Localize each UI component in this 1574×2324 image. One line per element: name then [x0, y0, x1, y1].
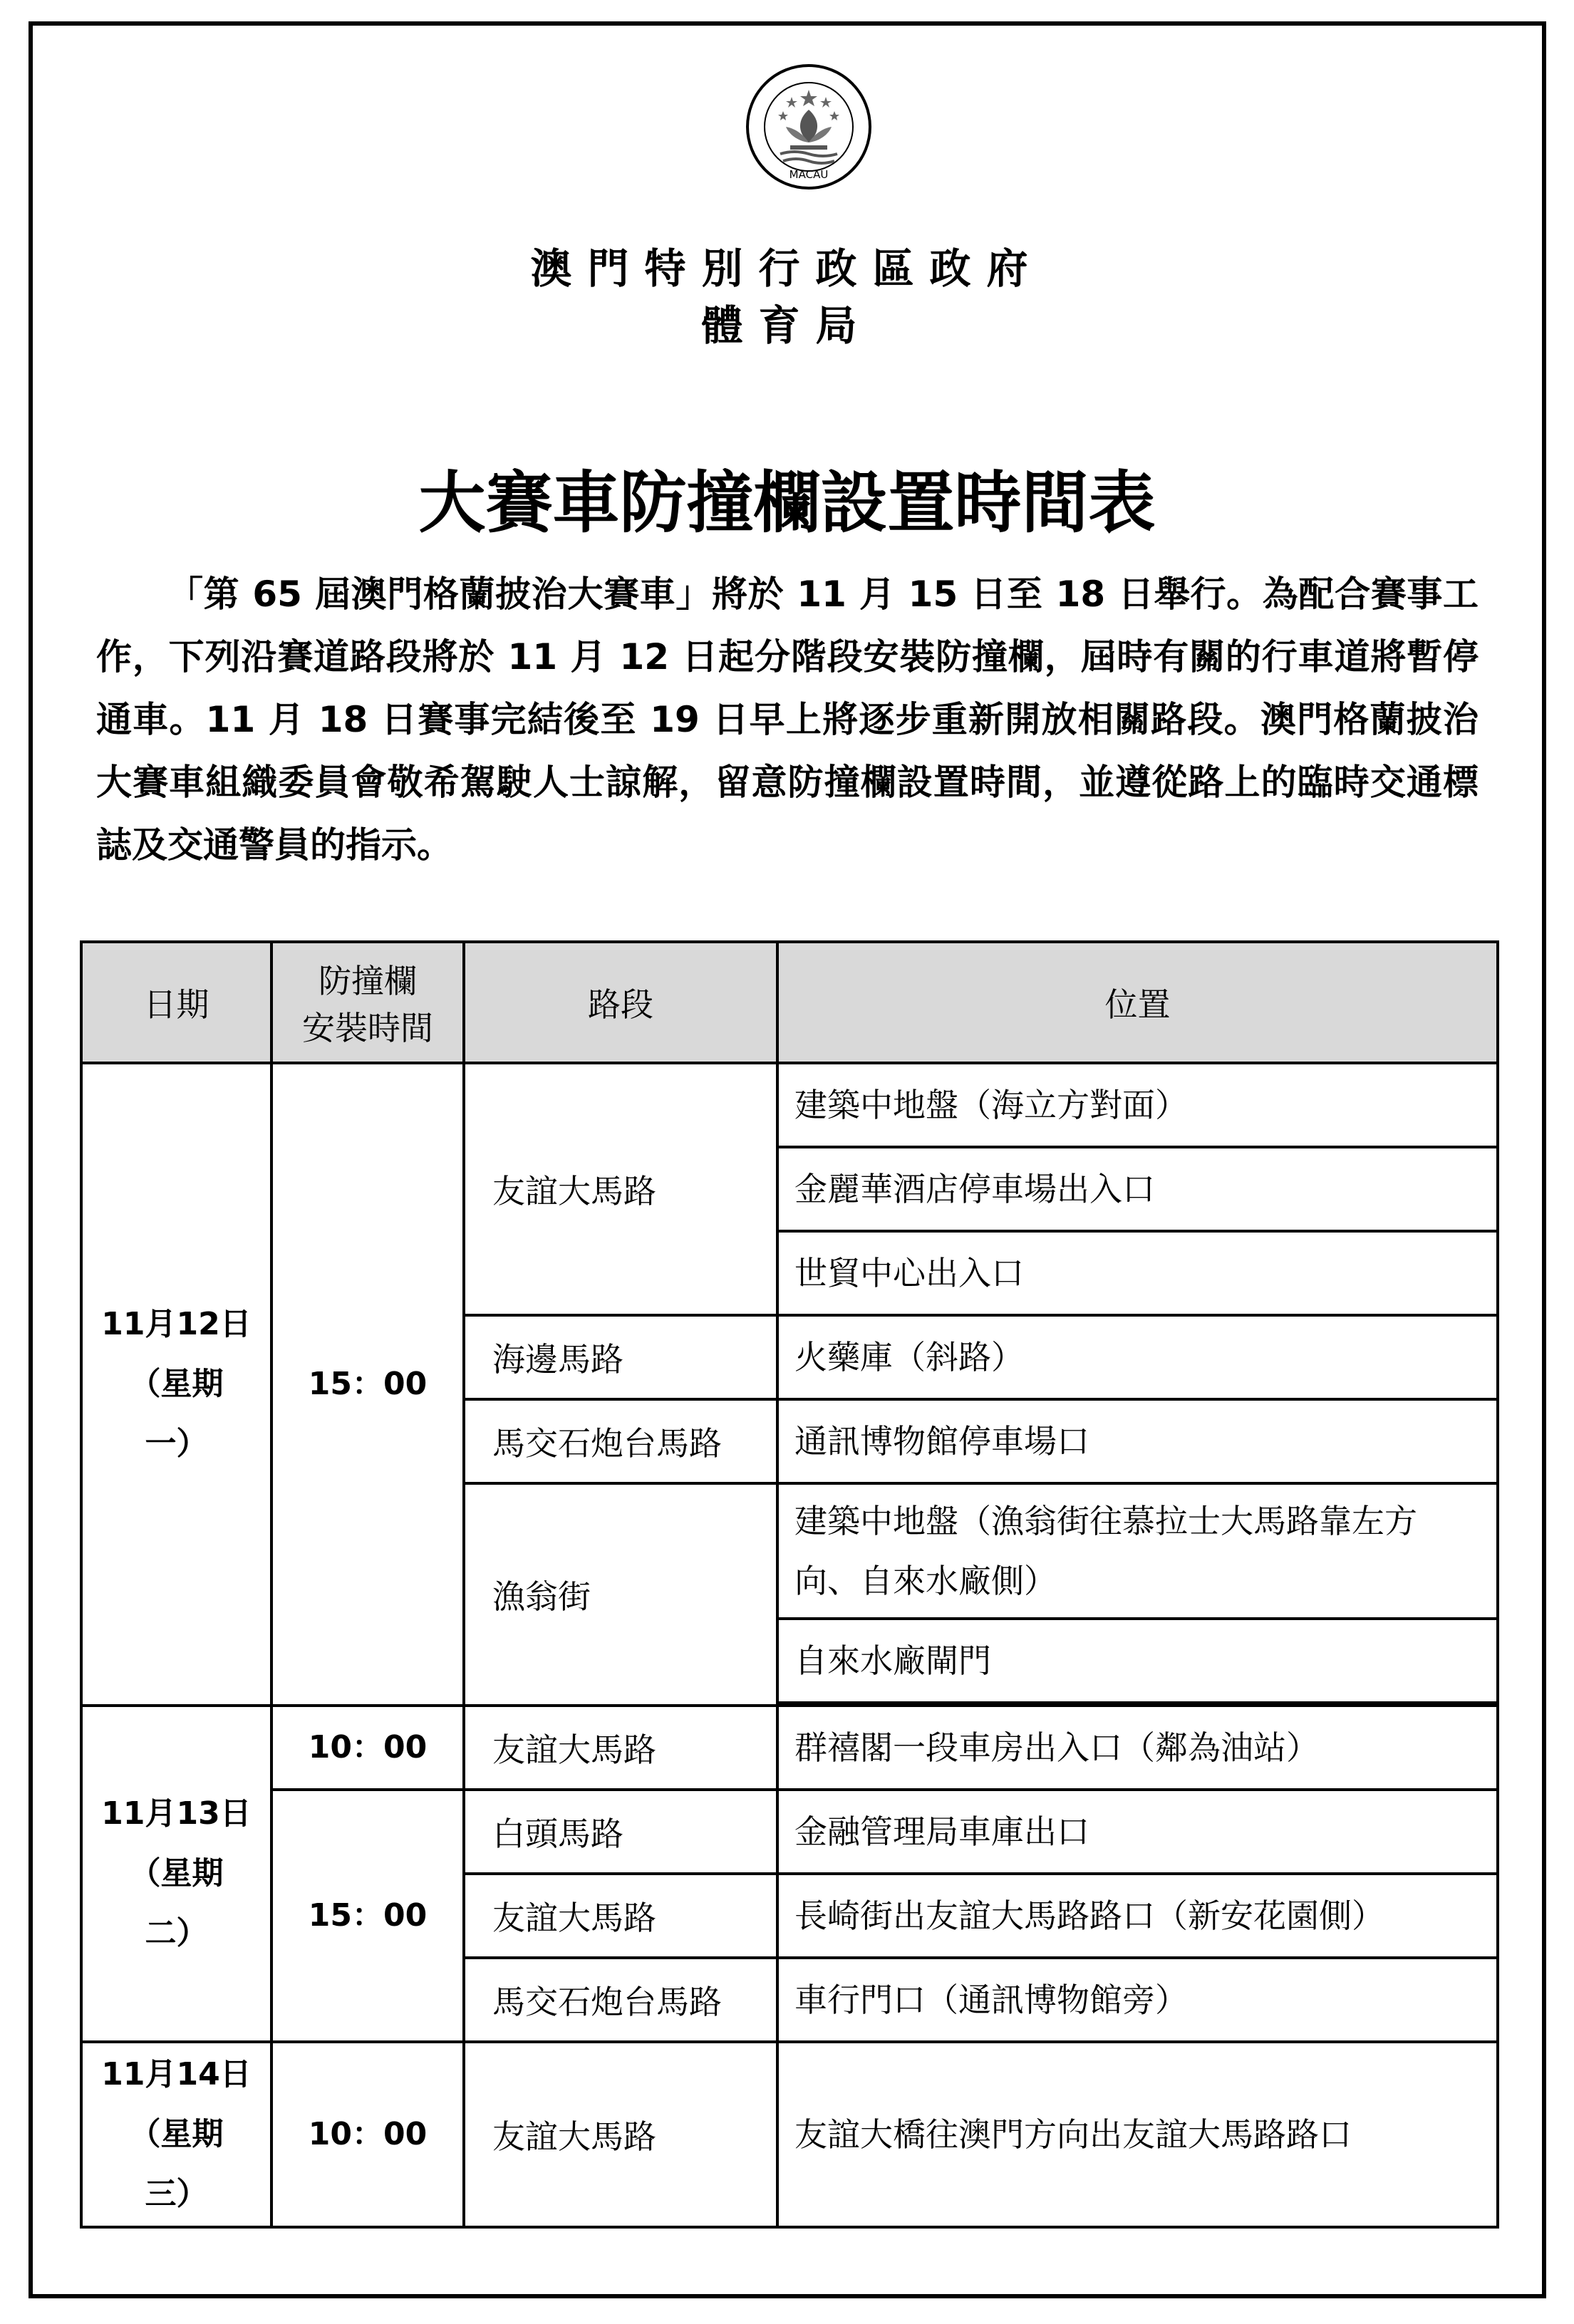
date-cell-nov13: 11月13日 （星期 二） [81, 1706, 271, 2042]
location-cell: 群禧閣一段車房出入口（鄰為油站） [777, 1706, 1498, 1790]
intro-paragraph: 「第 65 屆澳門格蘭披治大賽車」將於 11 月 15 日至 18 日舉行。為配合賽事工作，下列沿賽道路段將於 11 月 12 日起分階段安裝防撞欄，屆時有關的行車道將暫停通車。11 月 18 日賽事完結後至 19 日早上將逐步重新開放相關路段。澳門格蘭披治大賽車組織委員會敬希駕駛人士諒解，留意防撞欄設置時間，並遵從路上的臨時交通標誌及交通警員的指示。 [96, 574, 1479, 866]
road-cell: 白頭馬路 [464, 1790, 777, 1874]
road-cell: 海邊馬路 [464, 1315, 777, 1399]
road-cell: 馬交石炮台馬路 [464, 1399, 777, 1483]
location-cell: 車行門口（通訊博物館旁） [777, 1958, 1498, 2042]
location-cell: 火藥庫（斜路） [777, 1315, 1498, 1399]
road-cell: 漁翁街 [464, 1483, 777, 1706]
location-cell: 金麗華酒店停車場出入口 [777, 1147, 1498, 1231]
header-road: 路段 [464, 942, 777, 1063]
road-cell: 友誼大馬路 [464, 1706, 777, 1790]
road-cell: 友誼大馬路 [464, 1063, 777, 1315]
barrier-schedule-table [80, 940, 1499, 2229]
location-cell: 世貿中心出入口 [777, 1231, 1498, 1315]
time-cell: 15：00 [271, 1063, 464, 1706]
table-row [81, 2042, 1498, 2227]
road-cell: 馬交石炮台馬路 [464, 1958, 777, 2042]
table-row [81, 1790, 1498, 1874]
time-cell: 10：00 [271, 1706, 464, 1790]
location-cell: 通訊博物館停車場口 [777, 1399, 1498, 1483]
document-title: 大賽車防撞欄設置時間表 [418, 464, 1156, 542]
header-location: 位置 [777, 942, 1498, 1063]
svg-text:MACAU: MACAU [789, 168, 829, 181]
location-cell: 自來水廠閘門 [777, 1619, 1498, 1703]
location-cell: 長崎街出友誼大馬路路口（新安花園側） [777, 1874, 1498, 1958]
table-header-row [81, 942, 1498, 1063]
date-cell-nov14: 11月14日 （星期 三） [81, 2042, 271, 2227]
table-row [81, 1706, 1498, 1790]
location-cell: 友誼大橋往澳門方向出友誼大馬路路口 [777, 2042, 1498, 2227]
header-install-time: 防撞欄 安裝時間 [271, 942, 464, 1063]
time-cell: 10：00 [271, 2042, 464, 2227]
location-cell: 金融管理局車庫出口 [777, 1790, 1498, 1874]
date-cell-nov12: 11月12日 （星期 一） [81, 1063, 271, 1706]
table-row [81, 1063, 1498, 1147]
time-cell: 15：00 [271, 1790, 464, 2042]
org-name: 澳門特別行政區政府 [530, 244, 1044, 293]
location-cell: 建築中地盤（海立方對面） [777, 1063, 1498, 1147]
bureau-name: 體育局 [701, 301, 873, 350]
road-cell: 友誼大馬路 [464, 2042, 777, 2227]
location-cell: 建築中地盤（漁翁街往慕拉士大馬路靠左方向、自來水廠側） [777, 1483, 1498, 1619]
road-cell: 友誼大馬路 [464, 1874, 777, 1958]
macau-emblem-icon [745, 63, 873, 191]
header-date: 日期 [81, 942, 271, 1063]
